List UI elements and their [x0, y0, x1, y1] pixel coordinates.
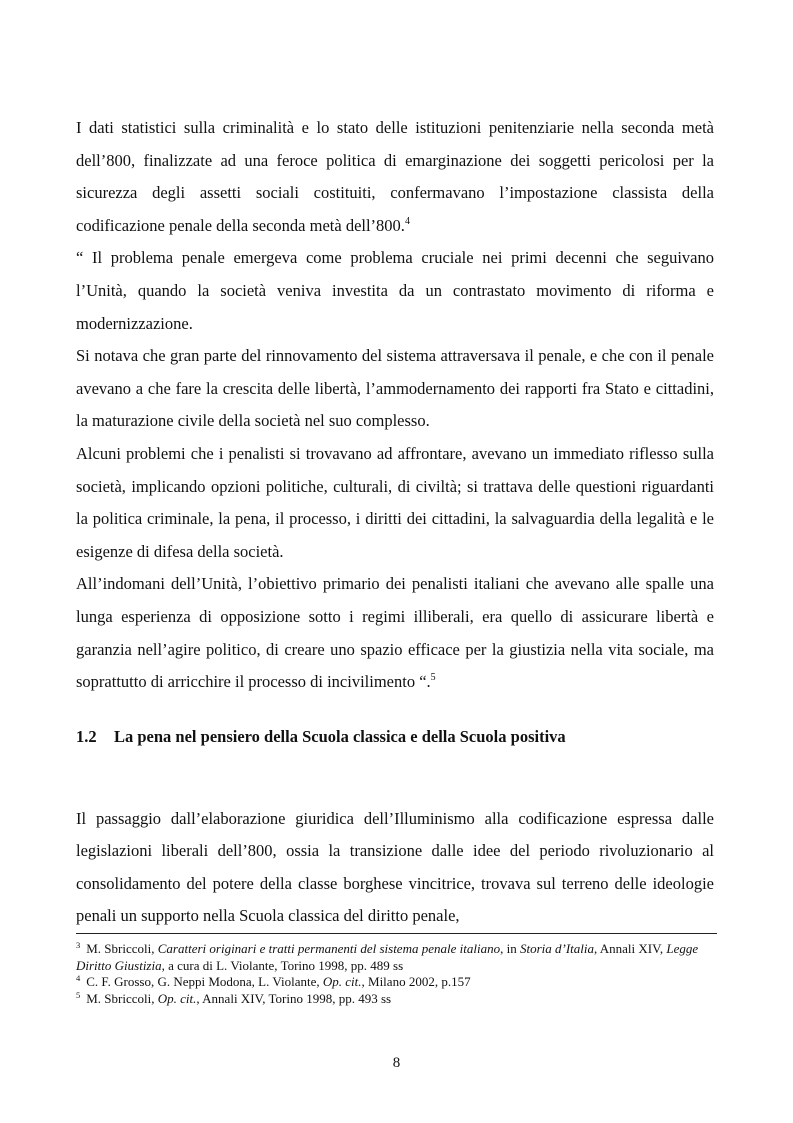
section-heading: [76, 724, 566, 750]
footnote-ref: 4: [404, 215, 410, 227]
paragraph: All’indomani dell’Unità, l’obiettivo primario dei penalisti italiani che avevano alle spalle una lunga esperienza di opposizione sotto i regimi illiberali, era quello di assicurare libertà e garanzia nell’agire politico, di creare uno spazio efficace per la giustizia nella vita sociale, ma soprattutto di arricchire il processo di incivilimento “.$^5$: [76, 574, 714, 692]
paragraph: Il passaggio dall’elaborazione giuridica dell’Illuminismo alla codificazione espressa dalle legislazioni liberali dell’800, ossia la transizione dalle idee del periodo rivoluzionario al consolidamento del potere della classe borghese vincitrice, trovava sul terreno delle ideologie penali un supporto nella Scuola classica del diritto penale,: [76, 808, 714, 926]
footnote: $^5$ M. Sbriccoli, Op. cit., Annali XIV, Torino 1998, pp. 493 ss: [76, 989, 392, 1006]
paragraph: Alcuni problemi che i penalisti si trovavano ad affrontare, avevano un immediato riflesso sulla società, implicando opzioni politiche, culturali, di civiltà; si trattava delle questioni riguardanti la politica criminale, la pena, il processo, i diritti dei cittadini, la salvaguardia della legalità e le esigenze di difesa della società.: [76, 443, 714, 561]
paragraph: Si notava che gran parte del rinnovamento del sistema attraversava il penale, e che con il penale avevano a che fare la crescita delle libertà, l’ammodernamento dei rapporti fra Stato e cittadini, la maturazione civile della società nel suo complesso.: [76, 346, 714, 431]
section-number: 1.2: [76, 727, 97, 746]
page-number: 8: [392, 1055, 401, 1071]
footnote-mark: 5: [76, 989, 81, 1000]
footnote-mark: 3: [76, 940, 81, 950]
footnote: $^3$ M. Sbriccoli, Caratteri originari e tratti permanenti del sistema penale italiano, in Storia d’Italia, Annali XIV, Legge Diritto Giustizia, a cura di L. Violante, Torino 1998, pp. 489 ss: [76, 940, 699, 973]
footnote-divider: [76, 933, 717, 934]
footnote-ref: 5: [430, 672, 436, 684]
footnotes: [76, 941, 721, 1007]
footnote: $^4$ C. F. Grosso, G. Neppi Modona, L. Violante, Op. cit., Milano 2002, p.157: [76, 973, 471, 989]
section-body-text: [76, 786, 714, 949]
section-title: La pena nel pensiero della Scuola classica e della Scuola positiva: [114, 727, 566, 746]
body-text: [76, 112, 714, 699]
paragraph: I dati statistici sulla criminalità e lo stato delle istituzioni penitenziarie nella seconda metà dell’800, finalizzate ad una feroce politica di emarginazione dei soggetti pericolosi per la sicurezza degli assetti sociali costituiti, confermavano l’impostazione classista della codificazione penale della seconda metà dell’800.$^4$: [76, 118, 714, 235]
footnote-mark: 4: [76, 973, 81, 983]
paragraph: “ Il problema penale emergeva come problema cruciale nei primi decenni che seguivano l’Unità, quando la società veniva investita da un contrastato movimento di riforma e modernizzazione.: [76, 248, 714, 333]
